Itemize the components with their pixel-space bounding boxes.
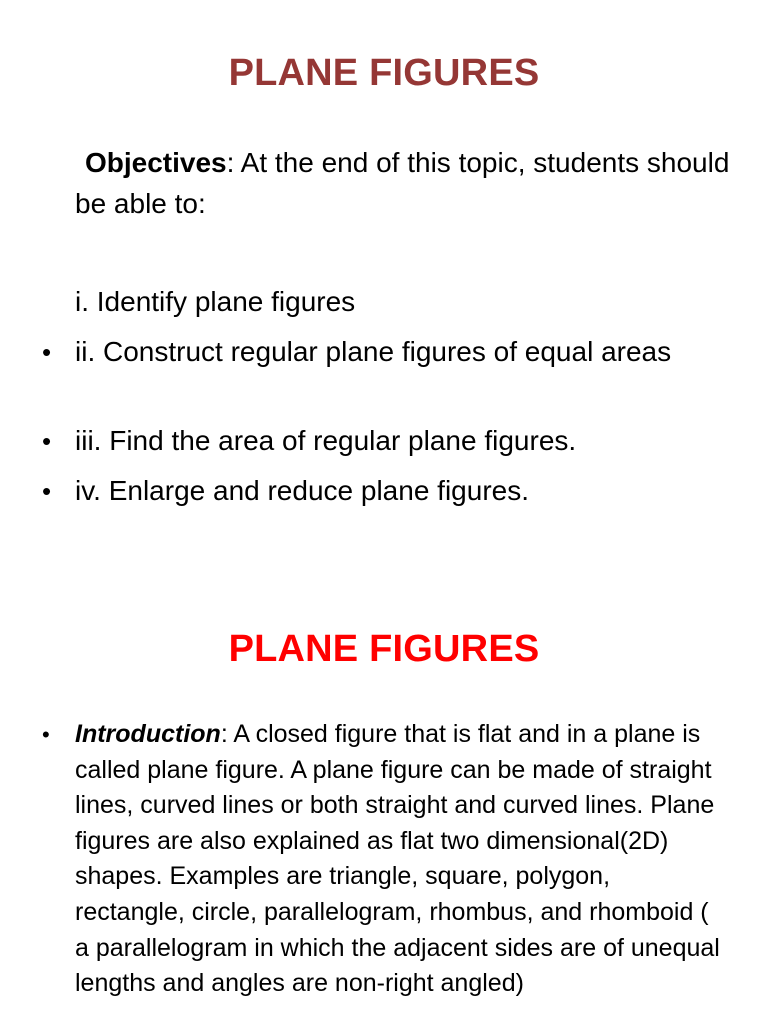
slide-title: PLANE FIGURES — [228, 52, 540, 94]
bullet-icon: • — [42, 426, 52, 456]
list-item — [42, 332, 715, 372]
objectives-text: : At the end of this topic, students should be able to: — [75, 147, 730, 219]
list-item-text: i. Identify plane figures — [75, 286, 356, 317]
bullet-icon: • — [42, 722, 50, 747]
introduction-text: : A closed figure that is flat and in a plane is called plane figure. A plane figure can be made of straight lines, curved lines or both straight and curved lines. Plane figures are also explained as flat two dimensional(2D) shapes. Examples are triangle, square, polygon, rectangle, circle, parallelogram, rhombus, and rhomboid ( a parallelogram in which the adjacent sides are of unequal lengths and angles are non-right angled) — [75, 720, 720, 998]
list-item-text: iii. Find the area of regular plane figures. — [75, 425, 577, 456]
list-item — [42, 471, 715, 511]
bullet-icon: • — [42, 337, 52, 367]
objectives-label: Objectives — [85, 147, 227, 178]
objectives-paragraph — [75, 142, 735, 224]
slide-introduction — [0, 580, 768, 1024]
bullet-icon: • — [42, 476, 52, 506]
list-item — [42, 421, 715, 461]
list-item-text: ii. Construct regular plane figures of equal areas — [75, 336, 672, 367]
slide-title: PLANE FIGURES — [228, 628, 540, 670]
list-item-text: iv. Enlarge and reduce plane figures. — [75, 475, 529, 506]
introduction-paragraph — [42, 717, 725, 1002]
list-item — [75, 282, 715, 322]
introduction-label: Introduction — [75, 720, 221, 748]
